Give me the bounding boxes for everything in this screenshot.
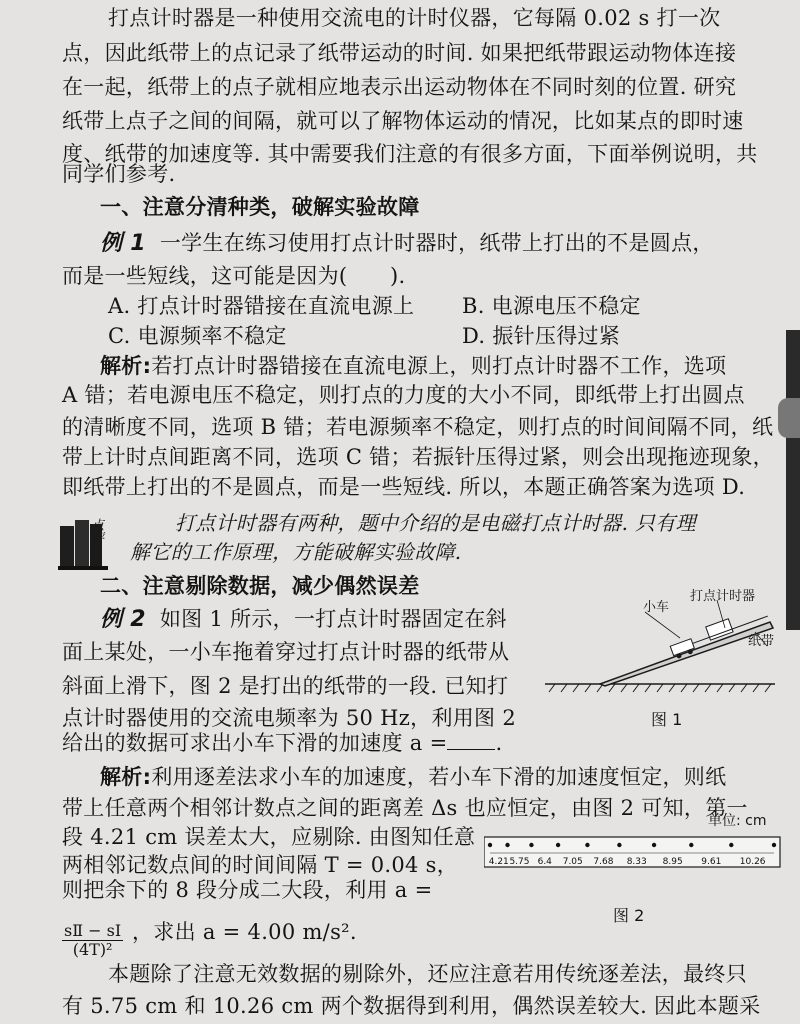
formula: [62, 922, 123, 959]
page-edge: [786, 330, 800, 630]
option-c: C. 电源频率不稳定: [108, 324, 287, 348]
tape-dot: [505, 843, 509, 847]
intro-line-3: 在一起，纸带上的点子就相应地表示出运动物体在不同时刻的位置. 研究: [62, 75, 737, 99]
tape-segment-label: 4.21: [488, 857, 509, 867]
intro-line-1: 打点计时器是一种使用交流电的计时仪器，它每隔 0.02 s 打一次: [108, 6, 721, 30]
tip-line-2: 解它的工作原理，方能破解实验故障.: [130, 540, 462, 564]
tape-segment-label: 7.05: [562, 857, 583, 867]
option-b: B. 电源电压不稳定: [462, 294, 641, 318]
option-d: D. 振针压得过紧: [462, 324, 621, 348]
answer-blank: [447, 749, 495, 750]
tape-dot: [617, 843, 621, 847]
analysis1-text: 若打点计时器错接在直流电源上，则打点计时器不工作，选项: [151, 354, 727, 378]
analysis2-line-4: 两相邻记数点间的时间间隔 T = 0.04 s，: [62, 853, 459, 877]
tape-dot: [729, 843, 733, 847]
example1-question-text: 一学生在练习使用打点计时器时，纸带上打出的不是圆点，: [159, 231, 714, 255]
figure2-caption: 图 2: [613, 906, 645, 925]
closing-line-2: 有 5.75 cm 和 10.26 cm 两个数据得到利用，偶然误差较大. 因此本题采: [62, 994, 761, 1018]
section2-heading: 二、注意剔除数据，减少偶然误差: [100, 574, 420, 598]
tape-segment-label: 7.68: [593, 857, 614, 867]
page-tab-marker: [778, 398, 800, 438]
intro-line-5: 度、纸带的加速度等. 其中需要我们注意的有很多方面，下面举例说明，共: [62, 142, 758, 166]
analysis1-label: 解析:: [100, 354, 152, 378]
tape-segment-label: 6.4: [537, 857, 552, 867]
tape-dot: [585, 843, 589, 847]
analysis2-line-1: [100, 763, 726, 791]
formula-tail: ，求出 a = 4.00 m/s².: [132, 920, 357, 944]
option-a: A. 打点计时器错接在直流电源上: [108, 294, 415, 318]
intro-line-4: 纸带上点子之间的间隔，就可以了解物体运动的情况，比如某点的即时速: [62, 109, 744, 133]
analysis2-line-3: 段 4.21 cm 误差太大，应剔除. 由图知任意: [62, 825, 476, 849]
example1-label: 例 1: [100, 231, 146, 256]
analysis1-line-2: A 错；若电源电压不稳定，则打点的力度的大小不同，即纸带上打出圆点: [62, 383, 745, 407]
tape-segment-label: 8.33: [626, 857, 647, 867]
example2-line-4: 点计时器使用的交流电频率为 50 Hz，利用图 2: [62, 706, 516, 730]
example2-line-2: 面上某处，一小车拖着穿过打点计时器的纸带从: [62, 640, 510, 664]
analysis1-line-3: 的清晰度不同，选项 B 错；若电源频率不稳定，则打点的时间间隔不同，纸: [62, 415, 774, 439]
tip-icon-text: 点评: [88, 518, 103, 544]
figure2-tape: [484, 833, 782, 879]
example1-question-line1: [62, 229, 714, 258]
example2-line-5: 给出的数据可求出小车下滑的加速度 a = .: [62, 731, 503, 755]
figure1-car-label: 小车: [643, 600, 670, 615]
tape-dot: [488, 843, 492, 847]
analysis1-line-1: [100, 352, 726, 380]
analysis2-line-2: 带上任意两个相邻计数点之间的距离差 Δs 也应恒定，由图 2 可知，第一: [62, 796, 748, 820]
example2-line-1: [62, 605, 507, 634]
analysis1-line-5: 即纸带上打出的不是圆点，而是一些短线. 所以，本题正确答案为选项 D.: [62, 475, 746, 499]
closing-line-1: 本题除了注意无效数据的剔除外，还应注意若用传统逐差法，最终只: [108, 962, 747, 986]
tape-segment-label: 8.95: [662, 857, 683, 867]
section1-heading: 一、注意分清种类，破解实验故障: [100, 195, 420, 219]
tip-line-1: 打点计时器有两种，题中介绍的是电磁打点计时器. 只有理: [175, 511, 696, 535]
tape-dot: [652, 843, 656, 847]
example2-label: 例 2: [100, 607, 146, 632]
tape-segment-label: 5.75: [509, 857, 530, 867]
analysis2-line-5: 则把余下的 8 段分成二大段，利用 a =: [62, 878, 433, 902]
example2-line-3: 斜面上滑下，图 2 是打出的纸带的一段. 已知打: [62, 674, 509, 698]
tape-dot: [772, 843, 776, 847]
analysis2-label: 解析:: [100, 765, 152, 789]
intro-line-2: 点，因此纸带上的点记录了纸带运动的时间. 如果把纸带跟运动物体连接: [62, 41, 737, 65]
figure1-tape-label: 纸带: [748, 634, 775, 649]
figure1-timer-label: 打点计时器: [690, 589, 756, 604]
formula-denominator: (4T)²: [72, 940, 113, 959]
example2-text-5: 给出的数据可求出小车下滑的加速度 a =: [62, 731, 448, 755]
tape-dot: [556, 843, 560, 847]
tape-segment-label: 10.26: [739, 857, 766, 867]
figure1-caption: 图 1: [651, 710, 683, 729]
figure2-unit: 单位: cm: [708, 813, 767, 829]
formula-numerator: sⅡ − sⅠ: [64, 921, 122, 940]
tape-dot: [689, 843, 693, 847]
example2-text: 如图 1 所示，一打点计时器固定在斜: [159, 607, 507, 631]
analysis2-text: 利用逐差法求小车的加速度，若小车下滑的加速度恒定，则纸: [151, 765, 727, 789]
example1-question-line2: 而是一些短线，这可能是因为( ).: [62, 264, 406, 288]
tape-segment-label: 9.61: [701, 857, 722, 867]
tape-dot: [529, 843, 533, 847]
intro-line-6: 同学们参考.: [62, 162, 176, 186]
analysis1-line-4: 带上计时点间距离不同，选项 C 错；若振针压得过紧，则会出现拖迹现象，: [62, 445, 774, 469]
